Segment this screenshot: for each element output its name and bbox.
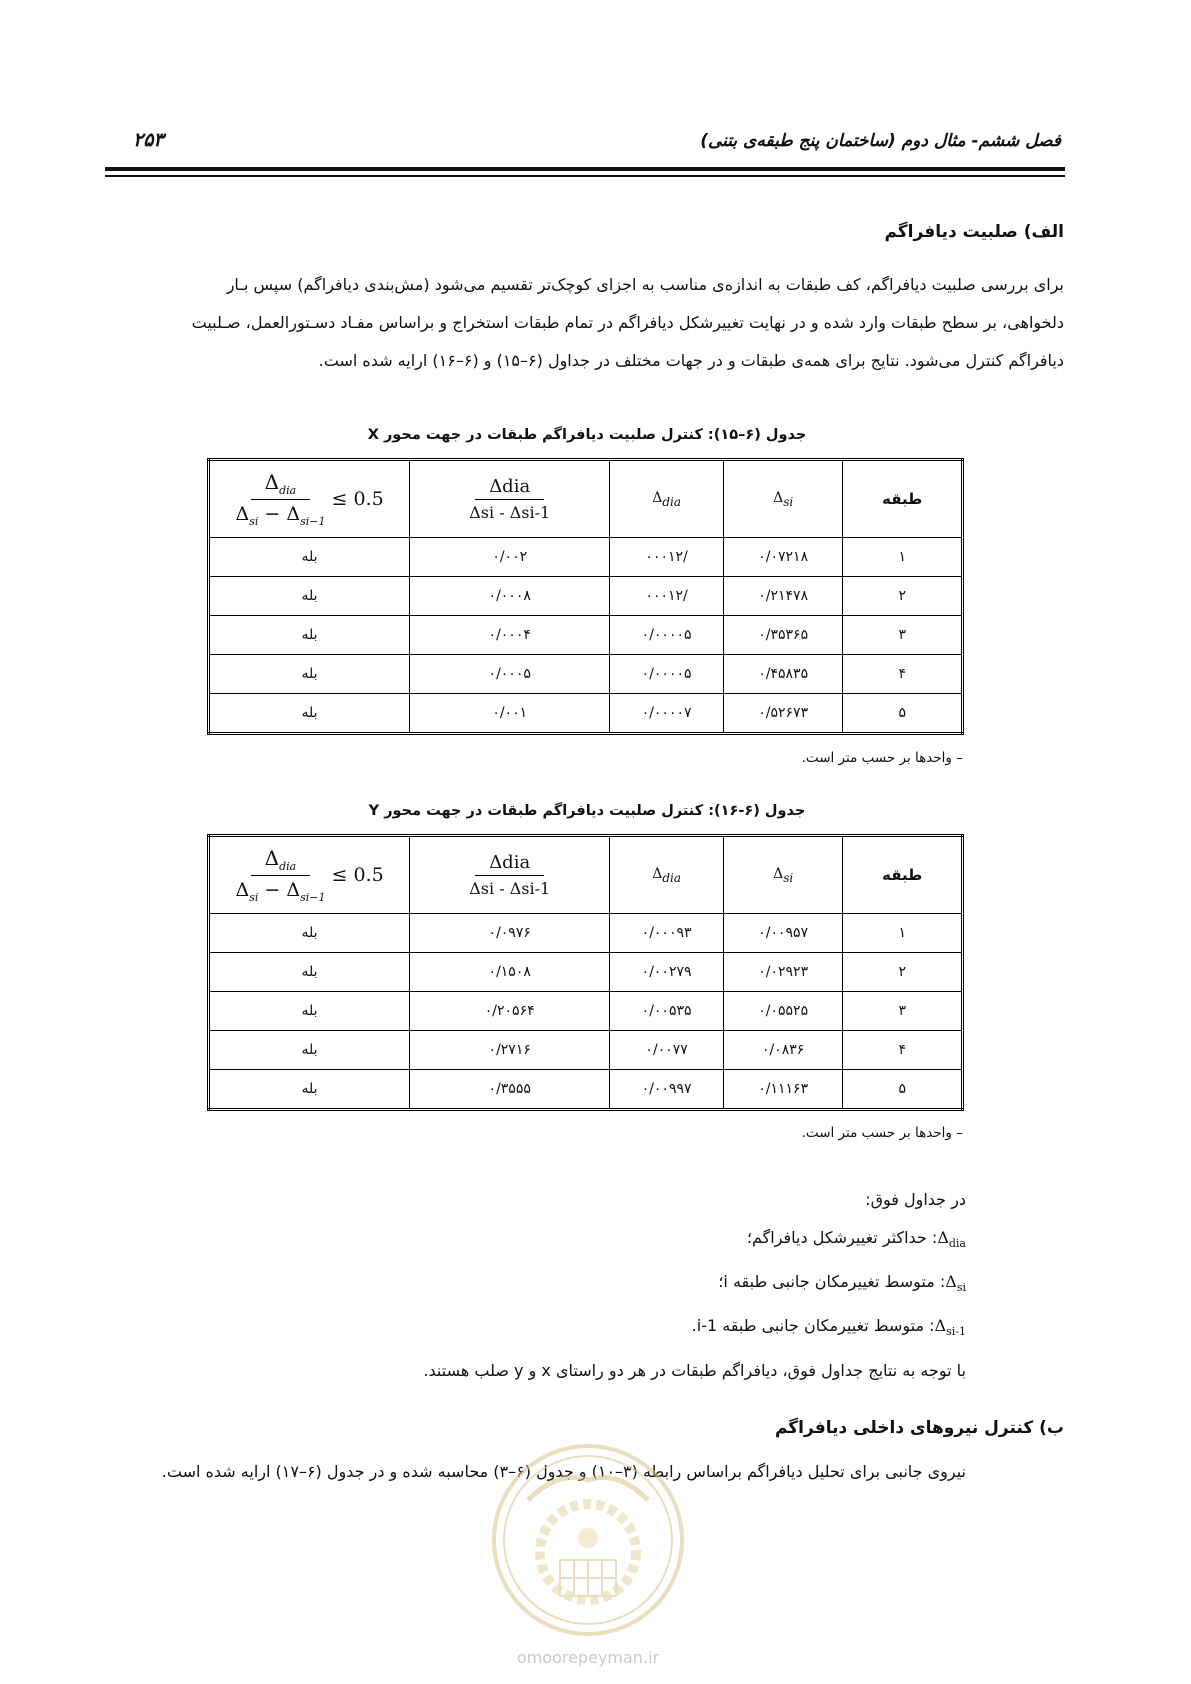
header-delta-dia: $\Delta_{dia}$ — [610, 836, 724, 914]
table-row — [209, 577, 963, 616]
watermark-url: omoorepeyman.ir — [516, 1648, 660, 1667]
header-delta-si: $\Delta_{si}$ — [723, 460, 843, 538]
cell-story: ۴ — [843, 1031, 963, 1070]
cell-ratio: ۰/۰۰۰۸ — [410, 577, 610, 616]
cell-delta-dia: ۰/۰۰۰۹۳ — [610, 914, 724, 953]
cell-ok: بله — [209, 655, 410, 694]
section-a-paragraph — [124, 266, 1064, 380]
cell-delta-dia: ۰/۰۰۰۰۵ — [610, 655, 724, 694]
header-delta-dia: $\Delta_{dia}$ — [610, 460, 724, 538]
cell-delta-dia: ۰/۰۰۰۰۷ — [610, 694, 724, 734]
table-row — [209, 616, 963, 655]
cell-delta-dia: ۰/۰۰۹۹۷ — [610, 1070, 724, 1110]
cell-delta-si: ۰/۵۲۶۷۳ — [723, 694, 843, 734]
limit-value: ≤ 0.5 — [331, 487, 384, 510]
cell-ok: بله — [209, 992, 410, 1031]
paragraph-line: دیافراگم کنترل می‌شود. نتایج برای همه‌ی طبقات و در جهات مختلف در جداول (۶–۱۵) و (۶–۱۶) ارایه شده است. — [318, 351, 1064, 370]
header-ratio-limit — [209, 460, 410, 538]
section-b-heading: ب) کنترل نیروهای داخلی دیافراگم — [774, 1418, 1064, 1438]
cell-ok: بله — [209, 953, 410, 992]
cell-ok: بله — [209, 1031, 410, 1070]
cell-ok: بله — [209, 914, 410, 953]
header-rule-thin — [105, 175, 1065, 177]
ratio-fraction: $\frac{\text{Δdia}}{\text{Δsi - Δsi-1}}$ — [469, 852, 551, 898]
section-b-paragraph: نیروی جانبی برای تحلیل دیافراگم براساس رابطه (۳–۱۰) و جدول (۶–۳) محاسبه شده و در جدول (۶–۱۷) ارایه شده است. — [161, 1462, 966, 1481]
ratio-fraction: $\frac{\text{Δdia}}{\text{Δsi - Δsi-1}}$ — [469, 476, 551, 522]
cell-story: ۱ — [843, 538, 963, 577]
chapter-title: فصل ششم- مثال دوم (ساختمان پنج طبقه‌ی بتنی) — [700, 131, 1061, 151]
cell-story: ۴ — [843, 655, 963, 694]
page-number: ۲۵۳ — [133, 129, 164, 151]
cell-story: ۲ — [843, 577, 963, 616]
table-row — [209, 992, 963, 1031]
cell-story: ۳ — [843, 616, 963, 655]
cell-ok: بله — [209, 616, 410, 655]
paragraph-line: دلخواهی، بر سطح طبقات وارد شده و در نهایت تغییرشکل دیافراگم در تمام طبقات استخراج و براساس مفـاد دسـتورالعمل، صـلبیت — [191, 313, 1064, 332]
cell-ok: بله — [209, 538, 410, 577]
header-ratio — [410, 836, 610, 914]
header-ratio-limit — [209, 836, 410, 914]
watermark-seal-icon — [488, 1440, 688, 1640]
table-header-row — [209, 836, 963, 914]
cell-story: ۳ — [843, 992, 963, 1031]
header-story: طبقه — [843, 836, 963, 914]
cell-delta-dia: ۰/۰۰۲۷۹ — [610, 953, 724, 992]
definitions-intro: در جداول فوق: — [865, 1190, 966, 1209]
table-row — [209, 694, 963, 734]
cell-delta-dia: /۰۰۰۱۲ — [610, 538, 724, 577]
table2 — [207, 834, 964, 1111]
table1 — [207, 458, 964, 735]
cell-ratio: ۰/۰۰۱ — [410, 694, 610, 734]
section-a-heading: الف) صلبیت دیافراگم — [884, 222, 1064, 242]
definition-delta-dia: $\Delta_{dia}$: حداکثر تغییرشکل دیافراگم؛ — [746, 1228, 966, 1251]
table-row — [209, 914, 963, 953]
inequality-fraction: $\frac{\Delta_{dia}}{\Delta_{si} - \Delta_{si-1}}$ — [235, 470, 326, 528]
paragraph-line: برای بررسی صلبیت دیافراگم، کف طبقات به اندازه‌ی مناسب به اجزای کوچک‌تر تقسیم می‌شود (مش‌بندی دیافراگم) سپس بـار — [226, 275, 1064, 294]
cell-delta-si: ۰/۱۱۱۶۳ — [723, 1070, 843, 1110]
cell-ratio: ۰/۲۷۱۶ — [410, 1031, 610, 1070]
cell-delta-si: ۰/۰۰۹۵۷ — [723, 914, 843, 953]
header-ratio — [410, 460, 610, 538]
cell-ratio: ۰/۰۰۰۴ — [410, 616, 610, 655]
cell-story: ۵ — [843, 1070, 963, 1110]
cell-delta-dia: ۰/۰۰۰۰۵ — [610, 616, 724, 655]
cell-delta-si: ۰/۰۲۹۲۳ — [723, 953, 843, 992]
cell-ratio: ۰/۰۰۲ — [410, 538, 610, 577]
header-story: طبقه — [843, 460, 963, 538]
table-row — [209, 655, 963, 694]
cell-delta-dia: ۰/۰۰۷۷ — [610, 1031, 724, 1070]
definitions — [423, 1181, 966, 1390]
cell-story: ۵ — [843, 694, 963, 734]
cell-story: ۲ — [843, 953, 963, 992]
header-delta-si: $\Delta_{si}$ — [723, 836, 843, 914]
conclusion: با توجه به نتایج جداول فوق، دیافراگم طبقات در هر دو راستای x و y صلب هستند. — [423, 1360, 966, 1380]
cell-ok: بله — [209, 1070, 410, 1110]
cell-ok: بله — [209, 577, 410, 616]
table-row — [209, 953, 963, 992]
cell-delta-si: ۰/۰۷۲۱۸ — [723, 538, 843, 577]
table-row — [209, 1031, 963, 1070]
table2-caption: جدول (۶-۱۶): کنترل صلبیت دیافراگم طبقات در جهت محور Y — [368, 803, 806, 819]
cell-ratio: ۰/۳۵۵۵ — [410, 1070, 610, 1110]
cell-delta-dia: /۰۰۰۱۲ — [610, 577, 724, 616]
cell-ratio: ۰/۱۵۰۸ — [410, 953, 610, 992]
cell-delta-si: ۰/۴۵۸۳۵ — [723, 655, 843, 694]
cell-delta-dia: ۰/۰۰۵۳۵ — [610, 992, 724, 1031]
inequality-fraction: $\frac{\Delta_{dia}}{\Delta_{si} - \Delta_{si-1}}$ — [235, 846, 326, 904]
cell-story: ۱ — [843, 914, 963, 953]
cell-ok: بله — [209, 694, 410, 734]
cell-delta-si: ۰/۳۵۳۶۵ — [723, 616, 843, 655]
cell-delta-si: ۰/۰۵۵۲۵ — [723, 992, 843, 1031]
table-row — [209, 1070, 963, 1110]
cell-ratio: ۰/۲۰۵۶۴ — [410, 992, 610, 1031]
table2-note: – واحدها بر حسب متر است. — [801, 1125, 963, 1141]
limit-value: ≤ 0.5 — [331, 863, 384, 886]
definition-delta-si: $\Delta_{si}$: متوسط تغییرمکان جانبی طبقه i؛ — [718, 1272, 966, 1295]
table-row — [209, 538, 963, 577]
definition-delta-si-1: $\Delta_{si-1}$: متوسط تغییرمکان جانبی طبقه i-1. — [691, 1316, 966, 1339]
table-header-row — [209, 460, 963, 538]
table1-caption: جدول (۶–۱۵): کنترل صلبیت دیافراگم طبقات در جهت محور X — [367, 427, 807, 443]
header-rule-thick — [105, 167, 1065, 171]
cell-delta-si: ۰/۲۱۴۷۸ — [723, 577, 843, 616]
table1-note: – واحدها بر حسب متر است. — [801, 750, 963, 766]
cell-ratio: ۰/۰۰۰۵ — [410, 655, 610, 694]
cell-ratio: ۰/۰۹۷۶ — [410, 914, 610, 953]
cell-delta-si: ۰/۰۸۳۶ — [723, 1031, 843, 1070]
